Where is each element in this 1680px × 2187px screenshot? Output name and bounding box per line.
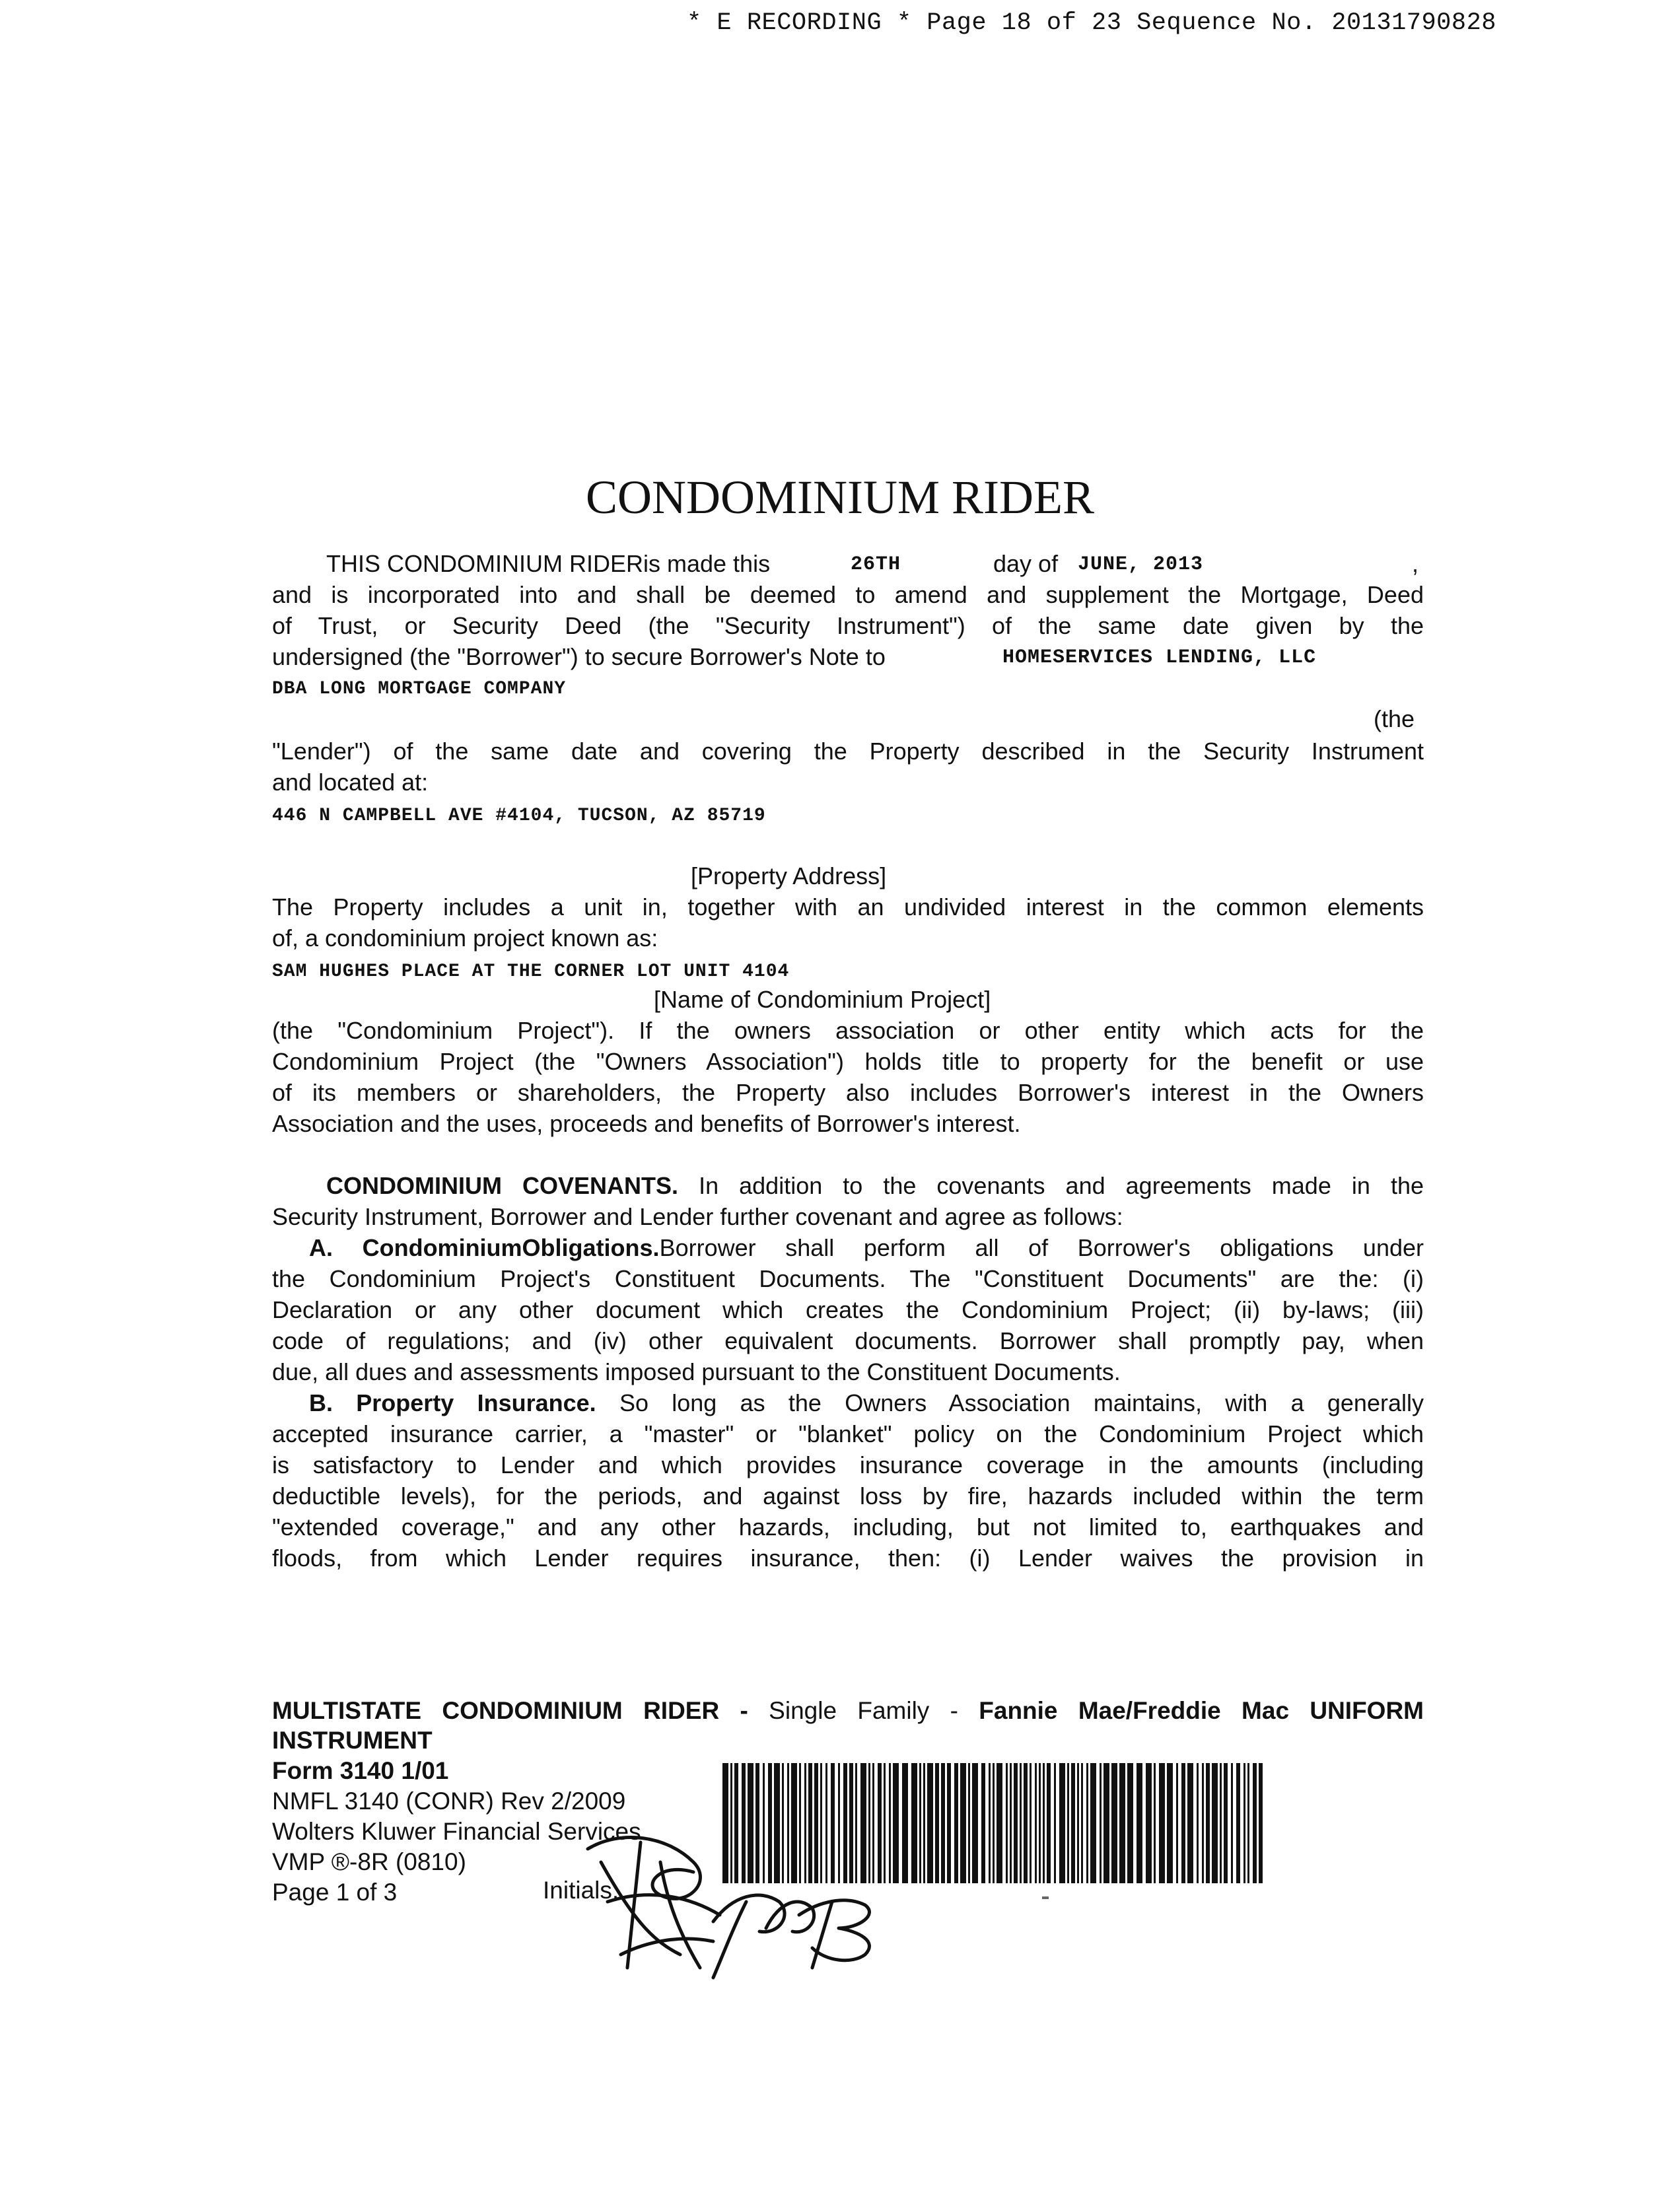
barcode-bar	[1259, 1763, 1263, 1883]
day-value: 26TH	[851, 553, 901, 576]
barcode-bar	[1119, 1763, 1125, 1883]
project-line-5: of its members or shareholders, the Property also includes Borrower's interest in the Owners	[272, 1079, 1424, 1106]
barcode-bar	[981, 1763, 985, 1883]
barcode-bar	[1047, 1763, 1051, 1883]
barcode-bar	[1197, 1763, 1199, 1883]
intro-comma: ,	[1412, 550, 1419, 577]
barcode-bar	[1206, 1763, 1210, 1883]
barcode-bar	[960, 1763, 966, 1883]
initials-signature	[581, 1822, 892, 1981]
intro-line-7: and located at:	[272, 769, 429, 796]
barcode-bar	[997, 1763, 1002, 1883]
intro-line-3: of Trust, or Security Deed (the "Security Instrument") of the same date given by the	[272, 612, 1424, 639]
barcode-bar	[1224, 1763, 1228, 1883]
lender-name-value: HOMESERVICES LENDING, LLC	[1002, 646, 1317, 669]
barcode-bar	[1111, 1763, 1117, 1883]
covenant-b-line-1	[309, 1387, 1424, 1418]
covenant-a-heading: A. CondominiumObligations.	[309, 1234, 660, 1261]
footer-instrument: INSTRUMENT	[272, 1727, 433, 1754]
barcode-bar	[1067, 1763, 1069, 1883]
barcode-bar	[947, 1763, 951, 1883]
barcode-bar	[1039, 1763, 1041, 1883]
document-title: CONDOMINIUM RIDER	[586, 471, 1094, 524]
barcode-bar	[935, 1763, 939, 1883]
barcode-bar	[1236, 1763, 1240, 1883]
lender-name-value-2: DBA LONG MORTGAGE COMPANY	[272, 679, 567, 699]
covenant-b-heading: B. Property Insurance.	[309, 1389, 596, 1416]
covenants-heading-rest: In addition to the covenants and agreements made in the	[699, 1172, 1424, 1199]
barcode-bar	[989, 1763, 991, 1883]
covenants-line-1	[326, 1170, 1424, 1201]
barcode-bar	[1014, 1763, 1018, 1883]
barcode-bar	[1006, 1763, 1008, 1883]
barcode-bar	[893, 1763, 899, 1883]
covenants-heading: CONDOMINIUM COVENANTS.	[326, 1172, 679, 1199]
barcode-bar	[1020, 1763, 1022, 1883]
covenant-a-line-4: code of regulations; and (iv) other equivalent documents. Borrower shall promptly pay, when	[272, 1327, 1424, 1354]
footer-uniform: Fannie Mae/Freddie Mac UNIFORM	[979, 1697, 1424, 1724]
footer-page-number: Page 1 of 3	[272, 1879, 398, 1906]
barcode-bar	[968, 1763, 970, 1883]
barcode-bar	[1181, 1763, 1185, 1883]
condo-project-name-caption: [Name of Condominium Project]	[654, 986, 991, 1013]
project-line-2: of, a condominium project known as:	[272, 924, 658, 952]
barcode-bar	[1154, 1763, 1156, 1883]
stray-mark	[1042, 1896, 1049, 1899]
barcode-bar	[1059, 1763, 1065, 1883]
barcode-bar	[1247, 1763, 1249, 1883]
intro-line-6: "Lender") of the same date and covering the Property described in the Security Instrument	[272, 738, 1424, 765]
barcode-bar	[1253, 1763, 1257, 1883]
barcode-bar	[972, 1763, 978, 1883]
intro-text-l4: undersigned (the "Borrower") to secure Borrower's Note to	[272, 643, 886, 670]
project-line-3: (the "Condominium Project"). If the owners association or other entity which acts for the	[272, 1017, 1424, 1044]
barcode-bar	[927, 1763, 933, 1883]
barcode-bar	[1176, 1763, 1178, 1883]
project-line-1: The Property includes a unit in, together with an undivided interest in the common elements	[272, 893, 1424, 920]
project-line-6: Association and the uses, proceeds and benefits of Borrower's interest.	[272, 1110, 1021, 1137]
barcode-bar	[1167, 1763, 1173, 1883]
covenant-b-line-4: deductible levels), for the periods, and against loss by fire, hazards included within the term	[272, 1482, 1424, 1510]
recording-header: * E RECORDING * Page 18 of 23 Sequence No. 20131790828	[687, 9, 1496, 37]
barcode-bar	[1090, 1763, 1096, 1883]
barcode-bar	[1137, 1763, 1142, 1883]
footer-single-family: Single Family -	[769, 1697, 958, 1724]
property-address-value: 446 N CAMPBELL AVE #4104, TUCSON, AZ 85719	[272, 806, 766, 826]
covenant-a-line-1	[309, 1232, 1424, 1263]
barcode-bar	[993, 1763, 995, 1883]
barcode-bar	[941, 1763, 945, 1883]
covenant-a-rest: Borrower shall perform all of Borrower's obligations under	[659, 1234, 1424, 1261]
covenant-a-line-3: Declaration or any other document which creates the Condominium Project; (ii) by-laws; (iii)	[272, 1296, 1424, 1323]
covenant-b-line-6: floods, from which Lender requires insurance, then: (i) Lender waives the provision in	[272, 1545, 1424, 1572]
barcode-bar	[1100, 1763, 1102, 1883]
barcode-bar	[1187, 1763, 1193, 1883]
footer-line-1	[272, 1695, 1424, 1726]
footer-form-number: Form 3140 1/01	[272, 1757, 449, 1784]
property-address-caption: [Property Address]	[691, 862, 887, 889]
barcode-bar	[1231, 1763, 1233, 1883]
footer-publisher: Wolters Kluwer Financial Services	[272, 1818, 641, 1845]
barcode-bar	[902, 1763, 908, 1883]
month-year-value: JUNE, 2013	[1078, 553, 1204, 576]
barcode-bar	[1243, 1763, 1245, 1883]
barcode-bar	[1202, 1763, 1204, 1883]
project-line-4: Condominium Project (the "Owners Association") holds title to property for the benefit or use	[272, 1048, 1424, 1075]
intro-text-a: THIS CONDOMINIUM RIDERis made this	[326, 550, 771, 577]
barcode-bar	[1035, 1763, 1037, 1883]
covenants-line-2: Security Instrument, Borrower and Lender further covenant and agree as follows:	[272, 1203, 1123, 1230]
barcode-bar	[1159, 1763, 1165, 1883]
barcode-bar	[1071, 1763, 1075, 1883]
barcode-bar	[911, 1763, 917, 1883]
barcode-bar	[1212, 1763, 1218, 1883]
covenant-b-line-5: "extended coverage," and any other hazards, including, but not limited to, earthquakes and	[272, 1513, 1424, 1541]
intro-text-b: day of	[993, 550, 1059, 577]
barcode-bar	[1054, 1763, 1056, 1883]
footer-rider-name: MULTISTATE CONDOMINIUM RIDER -	[272, 1697, 748, 1724]
barcode-bar	[954, 1763, 958, 1883]
covenant-a-line-5: due, all dues and assessments imposed pursuant to the Constituent Documents.	[272, 1358, 1121, 1385]
covenant-a-line-2: the Condominium Project's Constituent Documents. The "Constituent Documents" are the: (i)	[272, 1265, 1424, 1292]
footer-nmfl: NMFL 3140 (CONR) Rev 2/2009	[272, 1788, 626, 1815]
covenant-b-line-3: is satisfactory to Lender and which provides insurance coverage in the amounts (including	[272, 1451, 1424, 1478]
barcode-bar	[1103, 1763, 1109, 1883]
initials-label: Initials:	[543, 1877, 619, 1904]
barcode-bar	[1127, 1763, 1133, 1883]
barcode-bar	[1077, 1763, 1079, 1883]
covenant-b-line-2: accepted insurance carrier, a "master" or "blanket" policy on the Condominium Project which	[272, 1420, 1424, 1447]
barcode-bar	[1024, 1763, 1028, 1883]
barcode-bar	[1146, 1763, 1152, 1883]
intro-line-2: and is incorporated into and shall be deemed to amend and supplement the Mortgage, Deed	[272, 581, 1424, 608]
intro-the: (the	[1374, 705, 1415, 732]
covenant-b-rest: So long as the Owners Association maintains, with a generally	[619, 1389, 1424, 1416]
footer-vmp: VMP ®-8R (0810)	[272, 1848, 466, 1875]
barcode-bar	[1010, 1763, 1012, 1883]
barcode-bar	[1086, 1763, 1088, 1883]
condo-project-name-value: SAM HUGHES PLACE AT THE CORNER LOT UNIT 4104	[272, 961, 790, 982]
barcode-bar	[1220, 1763, 1222, 1883]
barcode-bar	[1043, 1763, 1045, 1883]
barcode-bar	[923, 1763, 925, 1883]
barcode-bar	[1081, 1763, 1083, 1883]
barcode-bar	[919, 1763, 921, 1883]
barcode-bar	[1030, 1763, 1032, 1883]
